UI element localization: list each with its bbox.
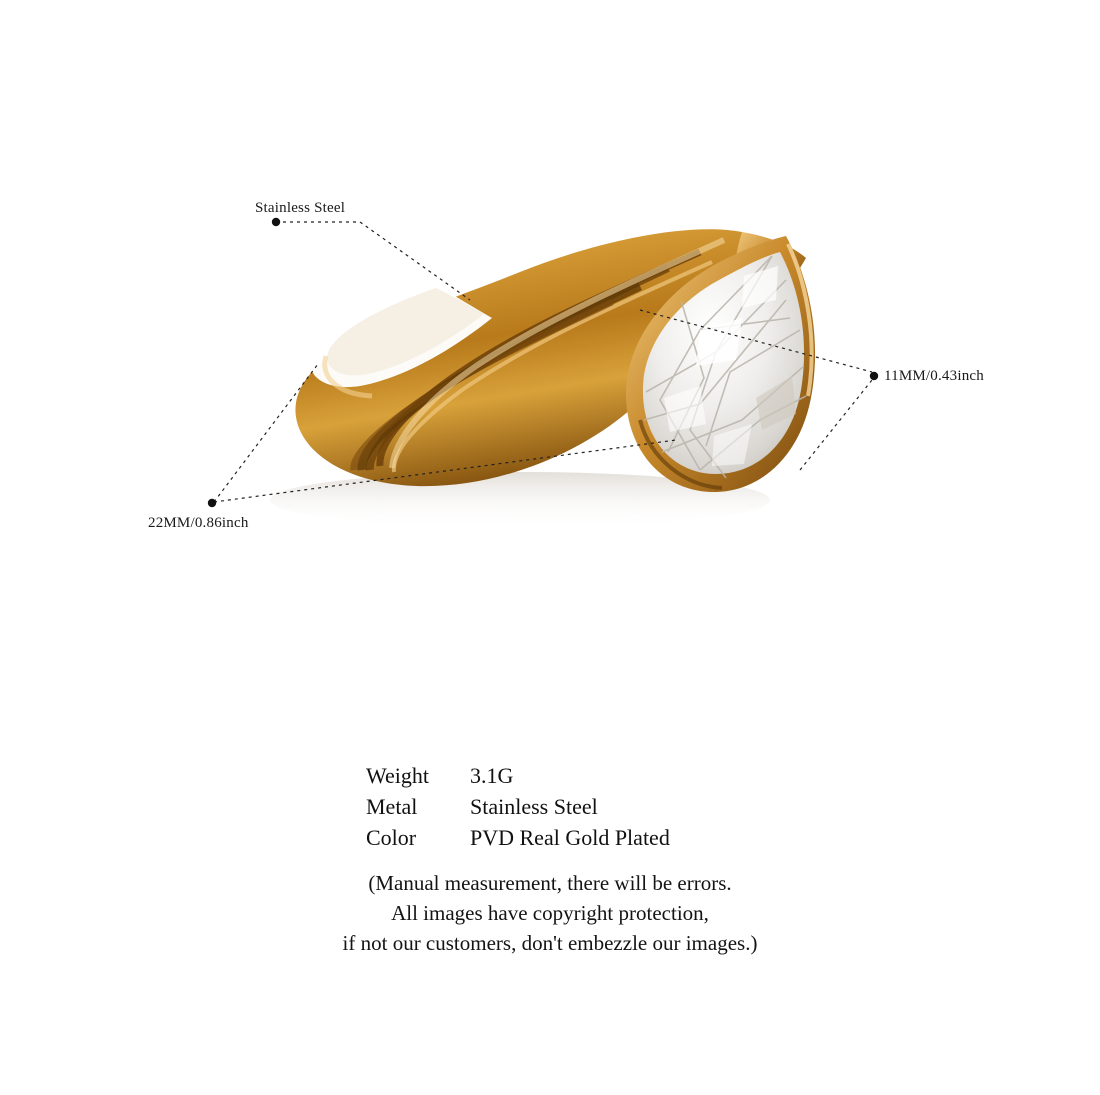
length-dot xyxy=(208,499,216,507)
annotation-material: Stainless Steel xyxy=(255,200,346,216)
spec-row xyxy=(0,791,1100,822)
width-dot xyxy=(870,372,878,380)
disclaimer-notes xyxy=(0,868,1100,958)
spec-key-weight: Weight xyxy=(366,763,429,788)
spec-key-metal: Metal xyxy=(366,794,418,819)
note-line: if not our customers, don't embezzle our images.) xyxy=(342,931,758,955)
annotation-width: 11MM/0.43inch xyxy=(884,368,984,384)
material-dot xyxy=(272,218,280,226)
spec-value-weight: 3.1G xyxy=(470,763,514,788)
spec-row xyxy=(0,822,1100,853)
spec-value-metal: Stainless Steel xyxy=(470,794,598,819)
spec-key-color: Color xyxy=(366,825,417,850)
note-line: (Manual measurement, there will be errors. xyxy=(368,871,732,895)
note-line: All images have copyright protection, xyxy=(391,901,709,925)
spec-value-color: PVD Real Gold Plated xyxy=(470,825,670,850)
specification-list xyxy=(0,760,1100,853)
annotation-length: 22MM/0.86inch xyxy=(148,515,249,531)
spec-row xyxy=(0,760,1100,791)
